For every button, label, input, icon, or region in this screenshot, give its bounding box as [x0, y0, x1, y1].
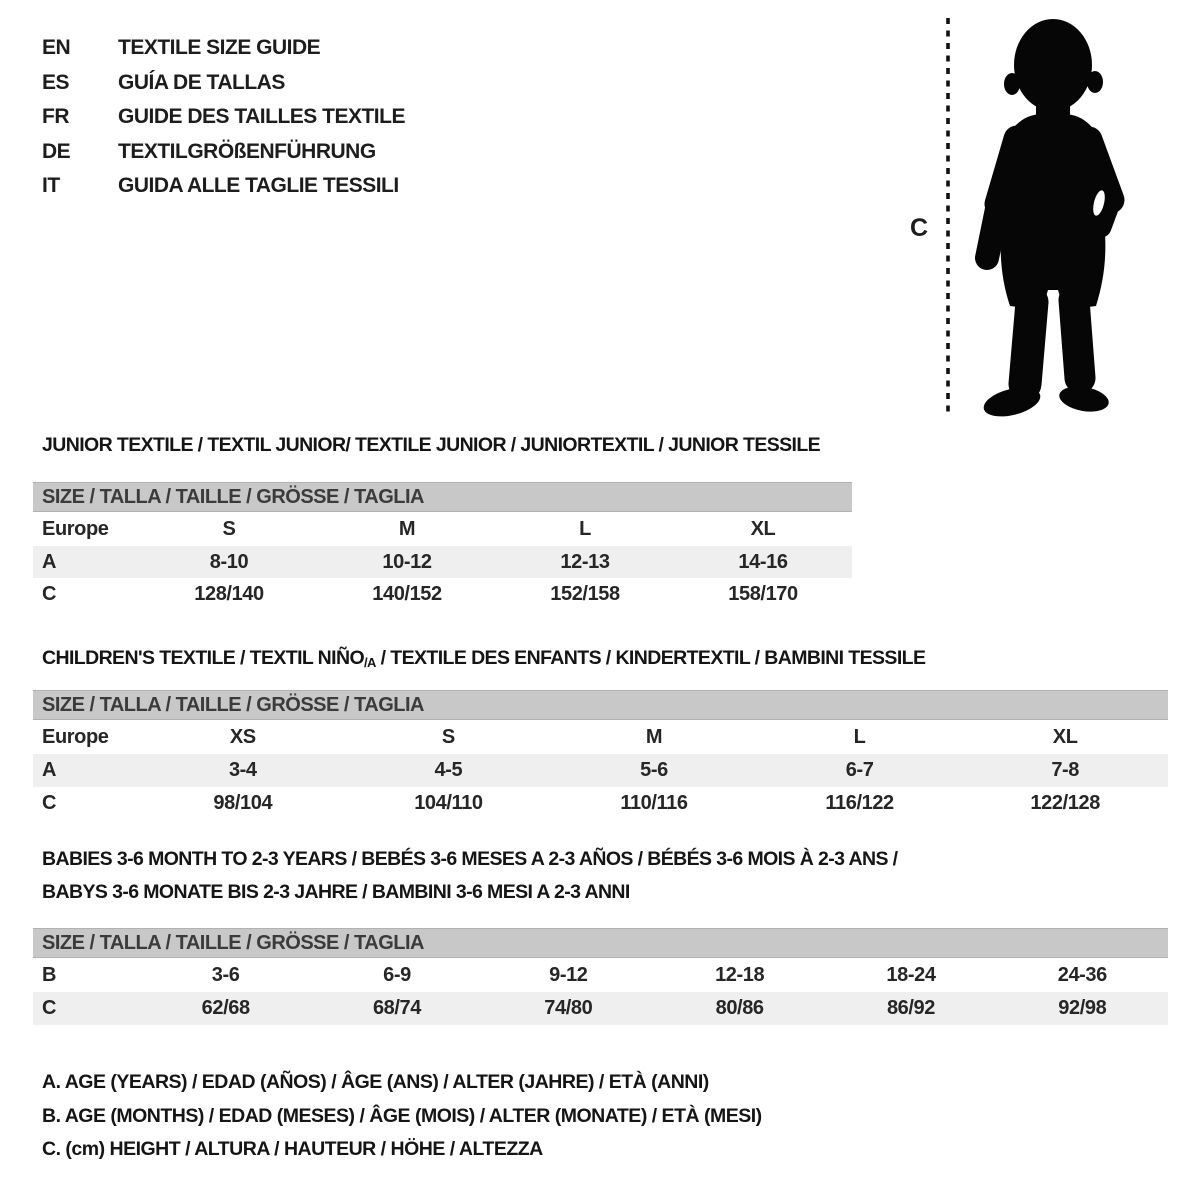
cell: 104/110: [414, 792, 483, 814]
cell: 6-9: [383, 963, 411, 986]
language-code: DE: [42, 139, 71, 163]
cell: 74/80: [544, 997, 593, 1019]
column-header: M: [398, 517, 416, 540]
language-row: [42, 135, 405, 170]
language-row: [42, 100, 405, 135]
babies-size-header: SIZE / TALLA / TAILLE / GRÖSSE / TAGLIA: [33, 928, 1168, 958]
children-columns-row: [33, 720, 1168, 754]
language-label: GUIDE DES TAILLES TEXTILE: [118, 105, 405, 129]
cell: 80/86: [715, 997, 764, 1019]
language-label: GUIDA ALLE TAGLIE TESSILI: [118, 174, 399, 198]
cell: 116/122: [825, 792, 894, 814]
cell: 86/92: [886, 997, 935, 1019]
cell: 110/116: [620, 792, 688, 814]
row-label: A: [42, 759, 57, 781]
cell: 62/68: [201, 997, 250, 1019]
cell: 6-7: [845, 759, 874, 781]
cell: 140/152: [372, 582, 442, 605]
row-label: B: [42, 963, 57, 986]
column-header: L: [579, 517, 591, 540]
language-code: ES: [42, 70, 70, 94]
junior-size-table: [33, 482, 852, 610]
junior-size-header: SIZE / TALLA / TAILLE / GRÖSSE / TAGLIA: [33, 482, 852, 512]
cell: 12-18: [715, 963, 765, 986]
cell: 98/104: [213, 792, 273, 814]
language-label: GUÍA DE TALLAS: [118, 70, 285, 94]
cell: 7-8: [1051, 759, 1080, 781]
column-header: S: [441, 725, 455, 748]
language-label: TEXTILE SIZE GUIDE: [118, 36, 321, 60]
row-label: C: [42, 792, 57, 814]
cell: 18-24: [886, 963, 936, 986]
babies-section-title-line1: BABIES 3-6 MONTH TO 2-3 YEARS / BEBÉS 3-6 MESES A 2-3 AÑOS / BÉBÉS 3-6 MOIS À 2-3 ANS /: [42, 848, 898, 870]
cell: 24-36: [1057, 963, 1107, 986]
language-row: [42, 66, 405, 101]
cell: 68/74: [372, 997, 422, 1019]
language-label: TEXTILGRÖßENFÜHRUNG: [118, 139, 376, 163]
row-label: C: [42, 997, 57, 1019]
height-measure-label: C: [910, 214, 929, 242]
cell: 3-4: [228, 759, 257, 781]
column-header: M: [645, 725, 663, 748]
children-title-post: / TEXTILE DES ENFANTS / KINDERTEXTIL / BAMBINI TESSILE: [375, 647, 926, 669]
row-label: C: [42, 582, 57, 605]
babies-section-title-line2: BABYS 3-6 MONATE BIS 2-3 JAHRE / BAMBINI 3-6 MESI A 2-3 ANNI: [42, 881, 630, 903]
cell: 152/158: [550, 582, 620, 605]
children-section-title: [42, 647, 925, 670]
junior-section-title: JUNIOR TEXTILE / TEXTIL JUNIOR/ TEXTILE JUNIOR / JUNIORTEXTIL / JUNIOR TESSILE: [42, 434, 821, 456]
cell: 10-12: [382, 550, 432, 573]
cell: 8-10: [209, 550, 249, 573]
cell: 122/128: [1030, 792, 1100, 814]
row-label: A: [42, 550, 57, 573]
cell: 4-5: [434, 759, 463, 781]
toddler-silhouette: [960, 12, 1140, 425]
legend-age-years: A. AGE (YEARS) / EDAD (AÑOS) / ÂGE (ANS) / ALTER (JAHRE) / ETÀ (ANNI): [42, 1071, 709, 1093]
height-dashed-line: [944, 16, 952, 423]
language-code: FR: [42, 105, 69, 129]
column-header: XL: [1052, 725, 1078, 748]
cell: 3-6: [211, 963, 240, 986]
babies-row-b: [33, 958, 1168, 992]
cell: 158/170: [728, 582, 798, 605]
cell: 92/98: [1058, 997, 1107, 1019]
language-row: [42, 31, 405, 66]
junior-row-c: [33, 578, 852, 610]
children-size-table: [33, 690, 1168, 820]
language-code: EN: [42, 36, 71, 60]
children-size-header: SIZE / TALLA / TAILLE / GRÖSSE / TAGLIA: [33, 690, 1168, 720]
column-header: XL: [750, 517, 776, 540]
language-list: [42, 31, 405, 204]
children-title-pre: CHILDREN'S TEXTILE / TEXTIL NIÑO: [42, 647, 365, 669]
cell: 128/140: [194, 582, 264, 605]
legend-age-months: B. AGE (MONTHS) / EDAD (MESES) / ÂGE (MOIS) / ALTER (MONATE) / ETÀ (MESI): [42, 1105, 762, 1127]
column-header: XS: [229, 725, 256, 748]
children-row-a: [33, 754, 1168, 787]
cell: 14-16: [738, 550, 788, 573]
column-header: Europe: [42, 725, 109, 748]
legend-height-cm: C. (cm) HEIGHT / ALTURA / HAUTEUR / HÖHE / ALTEZZA: [42, 1138, 543, 1160]
column-header: L: [853, 725, 866, 748]
column-header: S: [222, 517, 236, 540]
column-header: Europe: [42, 517, 109, 540]
children-row-c: [33, 787, 1168, 820]
language-code: IT: [42, 174, 60, 198]
cell: 12-13: [560, 550, 610, 573]
children-title-sub: /A: [364, 655, 376, 670]
cell: 5-6: [640, 759, 668, 781]
junior-row-a: [33, 546, 852, 578]
cell: 9-12: [549, 963, 588, 986]
language-row: [42, 169, 405, 204]
babies-size-table: [33, 928, 1168, 1025]
babies-row-c: [33, 992, 1168, 1025]
junior-columns-row: [33, 512, 852, 546]
